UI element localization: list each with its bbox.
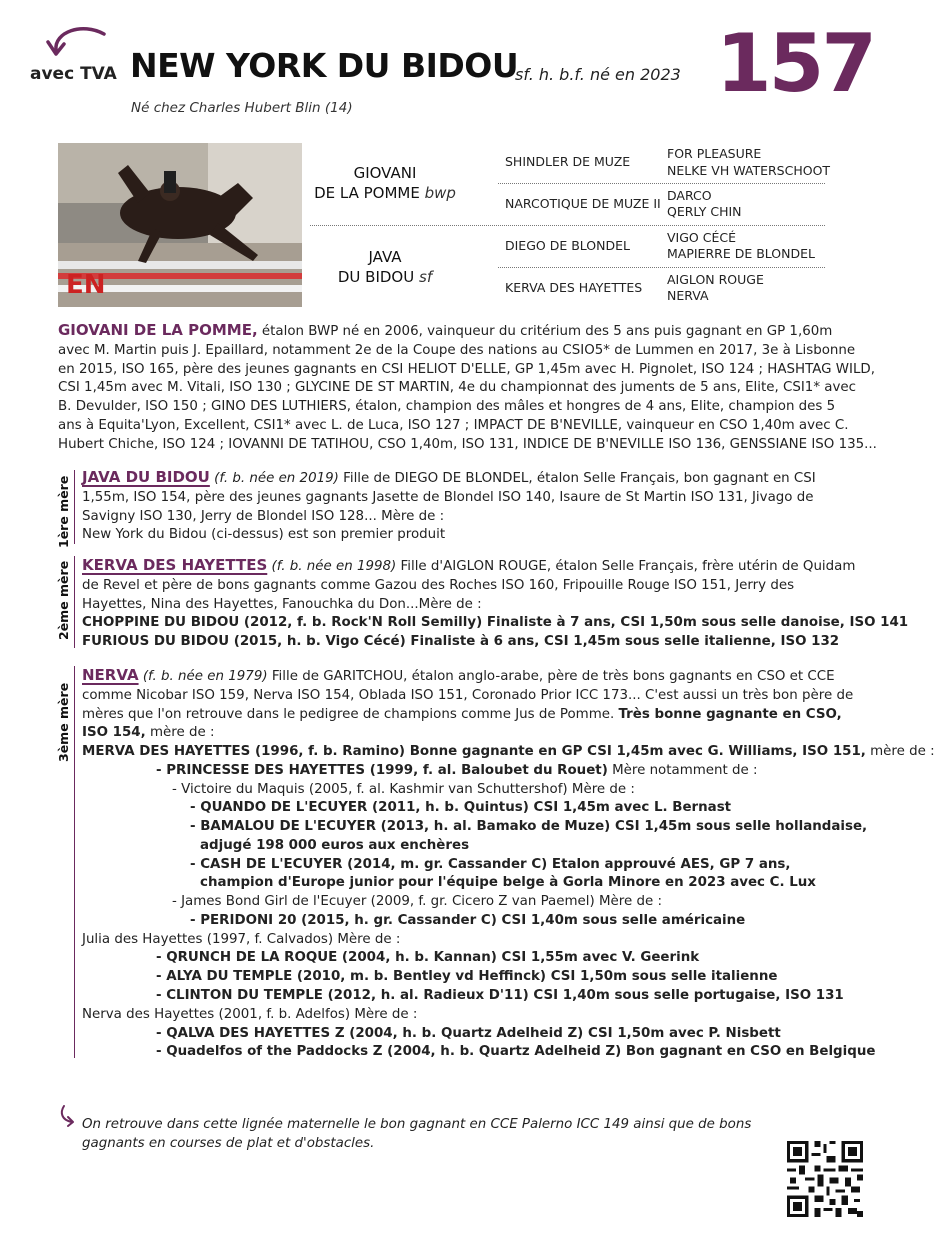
svg-text:EN: EN	[66, 270, 106, 300]
qr-code-icon	[787, 1141, 863, 1217]
footer-note: On retrouve dans cette lignée maternelle le bon gagnant en CCE Palerno ICC 149 ainsi que de bons gagnants en courses de plat et d'obstacles.	[82, 1117, 752, 1151]
pedigree-sire: GIOVANI DE LA POMME bwp	[314, 164, 456, 203]
pedigree-sds: DARCO	[667, 188, 712, 203]
pedigree-divider	[310, 225, 825, 226]
pedigree-ss: SHINDLER DE MUZE	[505, 154, 631, 169]
mere2-section: KERVA DES HAYETTES (f. b. née en 1998) Fille d'AIGLON ROUGE, étalon Selle Français, frère utérin de Quidam de Revel et père de bons gagnants comme Gazou des Roches ISO 160, Fripouille Rouge ISO 151, Jerry des Hayettes, Nina des Hayettes, Fanouchka du Don...Mère de : CHOPPINE DU BIDOU (2012, f. b. Rock'N Roll Semilly) Finaliste à 7 ans, CSI 1,50m sous selle danoise, ISO 141 FURIOUS DU BIDOU (2015, h. b. Vigo Cécé) Finaliste à 6 ans, CSI 1,45m sous selle italienne, ISO 132	[82, 556, 909, 650]
pedigree-ssd: NELKE VH WATERSCHOOT	[667, 163, 831, 178]
horse-photo	[58, 143, 302, 307]
pedigree-sdd: QERLY CHIN	[667, 204, 742, 219]
mere2-label: 2ème mère	[56, 560, 71, 640]
pedigree-dd: KERVA DES HAYETTES	[505, 280, 643, 295]
section-bar	[74, 556, 75, 648]
sire-description: GIOVANI DE LA POMME, étalon BWP né en 2006, vainqueur du critérium des 5 ans puis gagnant en GP 1,60m avec M. Martin puis J. Epaillard, notamment 2e de la Coupe des nations au CSIO5* de Lummen en 2017, 3e à Lisbonne en 2015, ISO 165, père des jeunes gagnants en CSI HELIOT D'ELLE, GP 1,45m avec H. Pignolet, ISO 124 ; HASHTAG WILD, CSI 1,45m avec M. Vitali, ISO 130 ; GLYCINE DE ST MARTIN, 4e du championnat des juments de 5 ans, Elite, CSI1* avec B. Devulder, ISO 150 ; GINO DES LUTHIERS, étalon, champion des mâles et hongres de 4 ans, Elite, champion des 5 ans à Equita'Lyon, Excellent, CSI1* avec L. de Luca, ISO 127 ; IMPACT DE B'NEVILLE, vainqueur en CSO 1,40m avec C. Hubert Chiche, ISO 124 ; IOVANNI DE TATIHOU, CSO 1,40m, ISO 131, INDICE DE B'NEVILLE ISO 136, GENSSIANE ISO 135...	[58, 321, 877, 452]
pedigree-dam: JAVA DU BIDOU sf	[337, 248, 433, 287]
pedigree-divider	[498, 267, 825, 268]
curved-arrow-icon	[42, 22, 112, 62]
horse-description: sf. h. b.f. né en 2023	[515, 65, 681, 84]
pedigree-sd: NARCOTIQUE DE MUZE II	[505, 196, 661, 211]
mere1-section: JAVA DU BIDOU (f. b. née en 2019) Fille de DIEGO DE BLONDEL, étalon Selle Français, bon gagnant en CSI 1,55m, ISO 154, père des jeunes gagnants Jasette de Blondel ISO 140, Isaure de St Martin ISO 131, Jivago de Savigny ISO 130, Jerry de Blondel ISO 128... Mère de : New York du Bidou (ci-dessus) est son premier produit	[82, 468, 816, 543]
section-bar	[74, 470, 75, 544]
pedigree-sss: FOR PLEASURE	[667, 146, 762, 161]
section-bar	[74, 666, 75, 1058]
pedigree-dsd: MAPIERRE DE BLONDEL	[667, 246, 815, 261]
pedigree-dds: AIGLON ROUGE	[667, 272, 764, 287]
mere3-section: NERVA (f. b. née en 1979) Fille de GARITCHOU, étalon anglo-arabe, père de très bons gagnants en CSO et CCE comme Nicobar ISO 159, Nerva ISO 154, Oblada ISO 151, Coronado Prior ICC 173... C'est aussi un très bon père de mères que l'on retrouve dans le pedigree de champions comme Jus de Pomme. Très bonne gagnante en CSO, ISO 154, mère de : MERVA DES HAYETTES (1996, f. b. Ramino) Bonne gagnante en GP CSI 1,45m avec G. Williams, ISO 151, mère de : - PRINCESSE DES HAYETTES (1999, f. al. Baloubet du Rouet) Mère notamment de : - Victoire du Maquis (2005, f. al. Kashmir van Schuttershof) Mère de : - QUANDO DE L'ECUYER (2011, h. b. Quintus) CSI 1,45m avec L. Bernast - BAMALOU DE L'ECUYER (2013, h. al. Bamako de Muze) CSI 1,45m sous selle hollandaise, adjugé 198 000 euros aux enchères - CASH DE L'ECUYER (2014, m. gr. Cassander C) Etalon approuvé AES, GP 7 ans, champion d'Europe junior pour l'équipe belge à Gorla Minore en 2023 avec C. Lux - James Bond Girl de l'Ecuyer (2009, f. gr. Cicero Z van Paemel) Mère de : - PERIDONI 20 (2015, h. gr. Cassander C) CSI 1,40m sous selle américaine Julia des Hayettes (1997, f. Calvados) Mère de : - QRUNCH DE LA ROQUE (2004, h. b. Kannan) CSI 1,55m avec V. Geerink - ALYA DU TEMPLE (2010, m. b. Bentley vd Heffinck) CSI 1,50m sous selle italienne - CLINTON DU TEMPLE (2012, h. al. Radieux D'11) CSI 1,40m sous selle portugaise, ISO 131 Nerva des Hayettes (2001, f. b. Adelfos) Mère de : - QALVA DES HAYETTES Z (2004, h. b. Quartz Adelheid Z) CSI 1,50m avec P. Nisbett - Quadelfos of the Paddocks Z (2004, h. b. Quartz Adelheid Z) Bon gagnant en CSO en Belgique	[82, 666, 935, 1060]
lot-number: 157	[716, 17, 874, 110]
pedigree-ds: DIEGO DE BLONDEL	[505, 238, 630, 253]
pedigree-dss: VIGO CÉCÉ	[667, 230, 736, 245]
tva-label: avec TVA	[30, 64, 117, 84]
curved-arrow-icon	[58, 1104, 78, 1128]
mere1-label: 1ère mère	[56, 475, 71, 548]
mere3-label: 3ème mère	[56, 682, 71, 762]
breeder-info: Né chez Charles Hubert Blin (14)	[131, 100, 353, 116]
pedigree-ddd: NERVA	[667, 288, 709, 303]
pedigree-divider	[498, 183, 825, 184]
horse-name: NEW YORK DU BIDOU	[130, 46, 519, 85]
